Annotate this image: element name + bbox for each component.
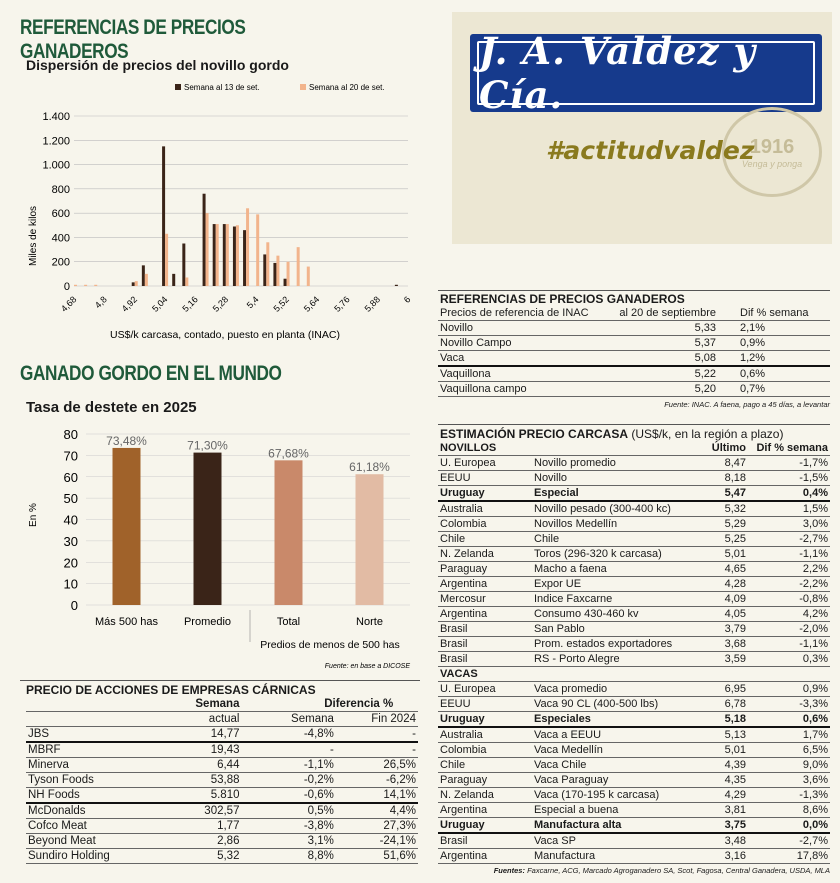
stamp-year: 1916 xyxy=(749,135,795,158)
destete-bar xyxy=(356,474,384,605)
table-row: Uruguay Especial 5,47 0,4% xyxy=(440,487,828,499)
acciones-title: PRECIO DE ACCIONES DE EMPRESAS CÁRNICAS xyxy=(26,683,316,697)
bar-13 xyxy=(273,263,276,286)
x-tick-label: 5,76 xyxy=(332,294,352,314)
table-row: MBRF 19,43 - - xyxy=(28,744,416,756)
y-tick-label: 70 xyxy=(63,448,78,464)
table-row: Chile Vaca Chile 4,39 9,0% xyxy=(440,759,828,771)
page-title: REFERENCIAS DE PRECIOS GANADEROS xyxy=(20,16,246,63)
table-row: Brasil San Pablo 3,79 -2,0% xyxy=(440,623,828,635)
y-tick-label: 0 xyxy=(70,598,78,613)
table-row: U. Europea Vaca promedio 6,95 0,9% xyxy=(440,683,828,695)
table-row: Vaquillona 5,22 0,6% xyxy=(438,366,830,382)
bar-20 xyxy=(307,267,310,286)
x-tick-label: 6 xyxy=(401,294,413,305)
category-label: Más 500 has xyxy=(95,616,158,628)
bar-20 xyxy=(297,247,300,286)
x-tick-label: 5,04 xyxy=(150,294,170,314)
destete-bar xyxy=(194,453,222,605)
bar-13 xyxy=(182,244,185,287)
carcasa-title-suffix: (US$/k, en la región a plazo) xyxy=(631,427,784,441)
bar-13 xyxy=(233,227,236,287)
bar-13 xyxy=(263,254,266,286)
y-tick-label: 600 xyxy=(51,208,70,221)
carcasa-source: Faxcarne, ACG, Marcado Agroganadero SA, Scot, Fagosa, Central Ganadera, USDA, MLA xyxy=(527,866,830,875)
table-row: Cofco Meat 1,77 -3,8% 27,3% xyxy=(28,820,416,832)
bar-20 xyxy=(236,225,239,286)
table-row: Vaquillona campo 5,20 0,7% xyxy=(438,382,830,397)
y-tick-label: 1.000 xyxy=(42,159,70,172)
y-tick-label: 50 xyxy=(63,491,78,507)
y-tick-label: 20 xyxy=(63,555,78,571)
bar-13 xyxy=(223,224,226,286)
y-tick-label: 40 xyxy=(63,512,78,528)
bar-20 xyxy=(94,285,97,286)
section-header: VACAS xyxy=(438,667,830,682)
y-tick-label: 60 xyxy=(63,469,78,485)
ref-table: Precios de referencia de INAC al 20 de septiembre Dif % semana Novillo 5,33 2,1% Novillo Campo 5,37 0,9% Vaca 5,08 1,2% Vaquillona 5,22 0,6% Vaquillona campo 5,20 0,7% xyxy=(438,306,830,397)
table-row: JBS 14,77 -4,8% - xyxy=(28,728,416,740)
bar-20 xyxy=(74,285,77,286)
y-tick-label: 30 xyxy=(63,533,78,549)
table-row: McDonalds 302,57 0,5% 4,4% xyxy=(28,805,416,817)
table-row: Australia Vaca a EEUU 5,13 1,7% xyxy=(440,729,828,741)
x-tick-label: 5,28 xyxy=(210,294,231,314)
destete-subtitle: Tasa de destete en 2025 xyxy=(26,399,197,416)
y-tick-label: 400 xyxy=(51,232,70,245)
ref-title: REFERENCIAS DE PRECIOS GANADEROS xyxy=(440,292,685,306)
table-row: Argentina Consumo 430-460 kv 4,05 4,2% xyxy=(440,608,828,620)
bar-value-label: 71,30% xyxy=(187,438,228,453)
bar-value-label: 67,68% xyxy=(268,446,309,461)
category-label: Norte xyxy=(356,616,383,628)
table-row: Paraguay Macho a faena 4,65 2,2% xyxy=(440,563,828,575)
bar-20 xyxy=(226,224,229,286)
destete-bar xyxy=(275,460,303,605)
legend-swatch-20 xyxy=(300,84,306,90)
bar-value-label: 73,48% xyxy=(106,433,147,448)
bar-20 xyxy=(165,234,168,286)
bar-20 xyxy=(256,214,259,286)
bar-13 xyxy=(132,282,135,286)
table-row: EEUU Vaca 90 CL (400-500 lbs) 6,78 -3,3% xyxy=(440,698,828,710)
table-row: Vaca 5,08 1,2% xyxy=(438,351,830,367)
y-tick-label: 200 xyxy=(51,256,70,269)
bar-13 xyxy=(162,146,165,286)
y-tick-label: 0 xyxy=(63,281,70,293)
legend-swatch-13 xyxy=(175,84,181,90)
destete-ylabel: En % xyxy=(28,503,39,527)
table-row: Paraguay Vaca Paraguay 4,35 3,6% xyxy=(440,774,828,786)
destete-group-label: Predios de menos de 500 has xyxy=(260,639,400,651)
x-tick-label: 5,4 xyxy=(244,294,261,311)
stamp-text: Venga y ponga xyxy=(741,158,803,169)
x-tick-label: 4,8 xyxy=(92,294,109,311)
table-row: Brasil Vaca SP 3,48 -2,7% xyxy=(440,835,828,847)
table-row: Beyond Meat 2,86 3,1% -24,1% xyxy=(28,835,416,847)
category-label: Promedio xyxy=(183,616,232,628)
x-tick-label: 4,68 xyxy=(58,294,79,314)
table-row: N. Zelanda Toros (296-320 k carcasa) 5,01 -1,1% xyxy=(440,548,828,560)
acciones-table: Semana Diferencia % actual Semana Fin 2024 JBS 14,77 -4,8% - MBRF 19,43 - - Minerva 6,44 -1,1% 26,5% Tyson Foods 53,88 -0,2% -6,2% NH Foods 5.810 -0,6% 14,1% McDonalds 302,57 0,5% 4,4% Cofco Meat 1,77 -3,8% 27,3% Beyond Meat 2,86 3,1% -24,1% Sundiro Holding 5,32 8,8% 51,6% xyxy=(28,698,416,862)
destete-chart xyxy=(20,420,420,672)
bar-13 xyxy=(395,285,398,286)
bar-20 xyxy=(246,208,249,286)
bar-20 xyxy=(206,213,209,286)
bar-20 xyxy=(145,274,148,286)
y-tick-label: 800 xyxy=(51,183,70,196)
bar-13 xyxy=(203,194,206,286)
dispersion-subtitle: Dispersión de precios del novillo gordo xyxy=(26,57,289,73)
ref-section xyxy=(438,290,830,409)
table-row: Argentina Expor UE 4,28 -2,2% xyxy=(440,578,828,590)
bar-20 xyxy=(135,281,138,286)
table-row: Novillo 5,33 2,1% xyxy=(438,321,830,336)
table-row: Novillo Campo 5,37 0,9% xyxy=(438,336,830,351)
world-title: GANADO GORDO EN EL MUNDO xyxy=(20,362,282,385)
x-tick-label: 5,16 xyxy=(180,294,200,314)
y-tick-label: 10 xyxy=(63,576,78,592)
bar-20 xyxy=(216,224,219,286)
x-tick-label: 5,52 xyxy=(271,294,291,314)
table-row: EEUU Novillo 8,18 -1,5% xyxy=(440,472,828,484)
table-row: Australia Novillo pesado (300-400 kc) 5,32 1,5% xyxy=(440,503,828,515)
x-tick-label: 5,88 xyxy=(362,294,383,314)
dispersion-xlabel: US$/k carcasa, contado, puesto en planta (INAC) xyxy=(110,329,340,341)
bar-13 xyxy=(142,265,145,286)
logo-banner xyxy=(470,29,822,117)
table-row: Colombia Novillos Medellín 5,29 3,0% xyxy=(440,518,828,530)
table-row: Argentina Manufactura 3,16 17,8% xyxy=(440,850,828,862)
ref-source: Fuente: INAC. A faena, pago a 45 días, a levantar xyxy=(664,400,830,409)
legend-label-13: Semana al 13 de set. xyxy=(184,83,260,92)
table-row: Minerva 6,44 -1,1% 26,5% xyxy=(28,759,416,771)
table-row: Mercosur Indice Faxcarne 4,09 -0,8% xyxy=(440,593,828,605)
bar-20 xyxy=(84,285,87,286)
carcasa-source-label: Fuentes: xyxy=(493,866,525,875)
acciones-section xyxy=(20,680,420,864)
logo-panel xyxy=(452,12,832,244)
carcasa-section xyxy=(438,424,830,875)
table-row: Brasil RS - Porto Alegre 3,59 0,3% xyxy=(440,653,828,665)
table-row: Argentina Especial a buena 3,81 8,6% xyxy=(440,804,828,816)
table-row: Uruguay Especiales 5,18 0,6% xyxy=(440,713,828,725)
table-row: Uruguay Manufactura alta 3,75 0,0% xyxy=(440,819,828,831)
x-tick-label: 4,92 xyxy=(119,294,140,314)
table-row: Brasil Prom. estados exportadores 3,68 -1,1% xyxy=(440,638,828,650)
hashtag: #actitudvaldez xyxy=(546,136,755,165)
bar-13 xyxy=(172,274,175,286)
bar-13 xyxy=(243,230,246,286)
dispersion-chart xyxy=(20,76,420,346)
bar-20 xyxy=(276,256,279,286)
table-row: Chile Chile 5,25 -2,7% xyxy=(440,533,828,545)
y-tick-label: 1.400 xyxy=(42,111,70,123)
destete-bar xyxy=(113,448,141,605)
destete-source: Fuente: en base a DICOSE xyxy=(324,663,410,670)
bar-value-label: 61,18% xyxy=(349,460,390,475)
table-row: Sundiro Holding 5,32 8,8% 51,6% xyxy=(28,850,416,862)
bar-20 xyxy=(287,262,290,286)
table-row: Colombia Vaca Medellín 5,01 6,5% xyxy=(440,744,828,756)
y-tick-label: 1.200 xyxy=(42,135,70,148)
carcasa-table: NOVILLOS Último Dif % semana U. Europea Novillo promedio 8,47 -1,7% EEUU Novillo 8,18 -1,5% Uruguay Especial 5,47 0,4% Australia Novillo pesado (300-400 kc) 5,32 1,5% Colombia Novillos Medellín 5,29 3,0% Chile Chile 5,25 -2,7% N. Zelanda Toros (296-320 k carcasa) 5,01 -1,1% Paraguay Macho a faena 4,65 2,2% Argentina Expor UE 4,28 -2,2% Mercosur Indice Faxcarne 4,09 -0,8% Argentina Consumo 430-460 kv 4,05 4,2% Brasil San Pablo 3,79 -2,0% Brasil Prom. estados exportadores 3,68 -1,1% Brasil RS - Porto Alegre 3,59 0,3% VACAS U. Europea Vaca promedio 6,95 0,9% EEUU Vaca 90 CL (400-500 lbs) 6,78 -3,3% Uruguay Especiales 5,18 0,6% Australia Vaca a EEUU 5,13 1,7% Colombia Vaca Medellín 5,01 6,5% Chile Vaca Chile 4,39 9,0% Paraguay Vaca Paraguay 4,35 3,6% N. Zelanda Vaca (170-195 k carcasa) 4,29 -1,3% Argentina Especial a buena 3,81 8,6% Uruguay Manufactura alta 3,75 0,0% Brasil Vaca SP 3,48 -2,7% Argentina Manufactura 3,16 17,8% xyxy=(440,442,828,862)
bar-20 xyxy=(266,242,269,286)
table-row: Tyson Foods 53,88 -0,2% -6,2% xyxy=(28,774,416,786)
chart-legend xyxy=(175,83,385,92)
y-tick-label: 80 xyxy=(63,427,78,442)
x-tick-label: 5,64 xyxy=(301,294,322,314)
bar-20 xyxy=(185,278,188,287)
bar-13 xyxy=(284,279,287,286)
dispersion-ylabel: Miles de kilos xyxy=(28,205,39,267)
carcasa-title: ESTIMACIÓN PRECIO CARCASA xyxy=(440,427,629,441)
category-label: Total xyxy=(276,616,301,628)
brand-name: J. A. Valdez y Cía. xyxy=(479,29,757,117)
table-row: N. Zelanda Vaca (170-195 k carcasa) 4,29 -1,3% xyxy=(440,789,828,801)
legend-label-20: Semana al 20 de set. xyxy=(309,83,385,92)
table-row: NH Foods 5.810 -0,6% 14,1% xyxy=(28,789,416,801)
bar-13 xyxy=(213,224,216,286)
table-row: U. Europea Novillo promedio 8,47 -1,7% xyxy=(440,457,828,469)
